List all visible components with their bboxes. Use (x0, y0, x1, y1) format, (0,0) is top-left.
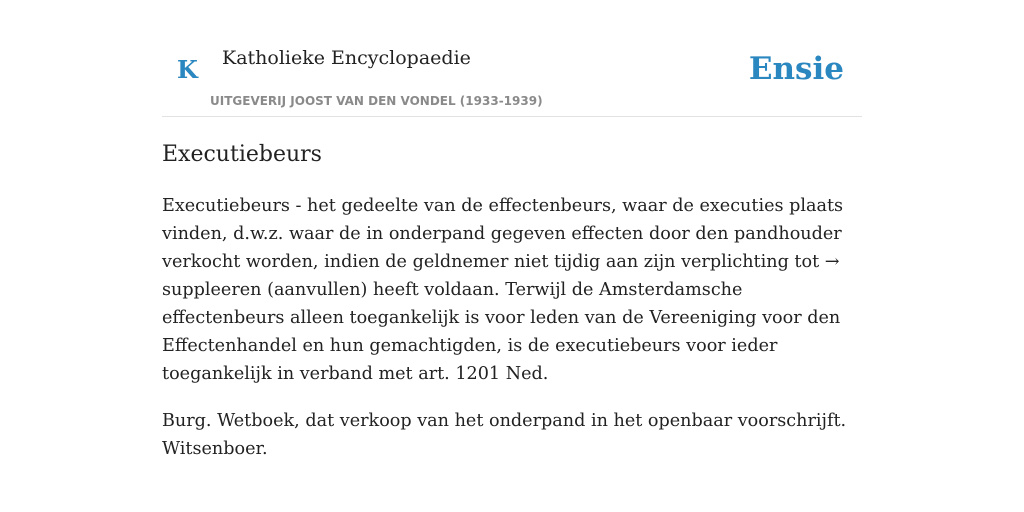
ensie-brand-logo[interactable]: Ensie (748, 51, 844, 87)
publisher-subtitle: UITGEVERIJ JOOST VAN DEN VONDEL (1933-1939) (210, 94, 543, 108)
site-title[interactable]: Katholieke Encyclopaedie (222, 47, 471, 69)
article-paragraph: Executiebeurs - het gedeelte van de effectenbeurs, waar de executies plaats vinden, d.w.z. waar de in onderpand gegeven effecten door den pandhouder verkocht worden, indien de geldnemer niet tijdig aan zijn verplichting tot → suppleeren (aanvullen) heeft voldaan. Terwijl de Amsterdamsche effectenbeurs alleen toegankelijk is voor leden van de Vereeniging voor den Effectenhandel en hun gemachtigden, is de executiebeurs voor ieder toegankelijk in verband met art. 1201 Ned. (162, 196, 844, 384)
encyclopedia-logo[interactable]: K (177, 55, 198, 84)
page-container (162, 0, 862, 459)
article-body (162, 192, 862, 482)
article-paragraph: Burg. Wetboek, dat verkoop van het onderpand in het openbaar voorschrijft. Witsenboer. (162, 411, 847, 459)
site-header (162, 0, 862, 117)
article-title: Executiebeurs (162, 142, 322, 167)
